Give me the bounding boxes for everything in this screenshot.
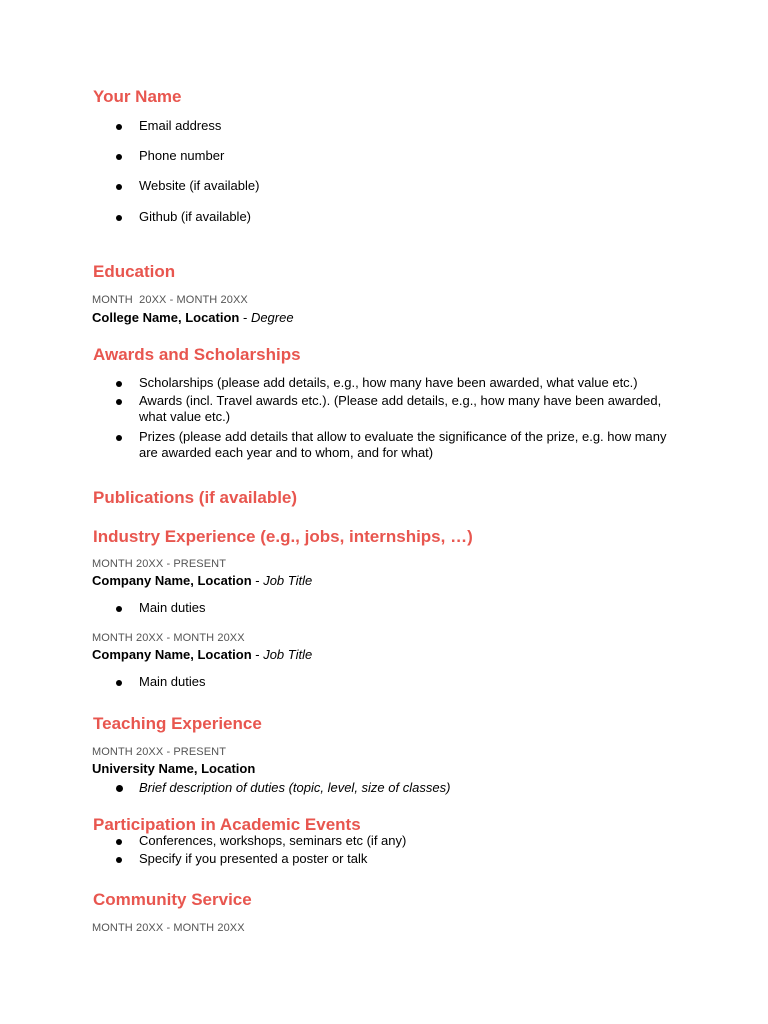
company-name: Company Name, Location	[92, 647, 252, 662]
job-duty: Main duties	[139, 600, 206, 615]
academic-heading: Participation in Academic Events	[93, 815, 361, 834]
bullet-icon	[116, 680, 122, 686]
company-name: Company Name, Location	[92, 573, 252, 588]
separator: -	[251, 647, 264, 662]
teaching-date: MONTH 20XX - PRESENT	[92, 746, 227, 758]
job-date: MONTH 20XX - MONTH 20XX	[92, 632, 245, 644]
college-name: College Name, Location	[92, 310, 240, 325]
award-item: Awards (incl. Travel awards etc.). (Please add details, e.g., how many have been awarded, what value etc.)	[139, 393, 662, 424]
contact-github: Github (if available)	[139, 209, 251, 224]
contact-phone: Phone number	[139, 148, 225, 163]
job-title: Job Title	[263, 647, 313, 662]
bullet-icon	[116, 154, 122, 160]
industry-heading: Industry Experience (e.g., jobs, internships, …)	[93, 527, 473, 546]
bullet-icon	[116, 839, 122, 845]
bullet-icon	[116, 381, 122, 387]
job-entry	[92, 647, 312, 663]
bullet-icon	[116, 215, 122, 221]
contact-email: Email address	[139, 118, 222, 133]
name-heading: Your Name	[93, 87, 182, 106]
bullet-icon	[116, 184, 122, 190]
university-name: University Name, Location	[92, 761, 256, 776]
teaching-duty: Brief description of duties (topic, level, size of classes)	[139, 780, 451, 795]
award-item: Prizes (please add details that allow to evaluate the significance of the prize, e.g. how many are awarded each year and to whom, and for what)	[139, 429, 667, 460]
education-heading: Education	[93, 262, 176, 281]
community-date: MONTH 20XX - MONTH 20XX	[92, 922, 245, 934]
publications-heading: Publications (if available)	[93, 488, 298, 507]
community-heading: Community Service	[93, 890, 252, 909]
academic-item: Specify if you presented a poster or talk	[139, 851, 368, 866]
awards-heading: Awards and Scholarships	[93, 345, 301, 364]
academic-item: Conferences, workshops, seminars etc (if any)	[139, 833, 407, 848]
teaching-heading: Teaching Experience	[93, 714, 262, 733]
contact-website: Website (if available)	[139, 178, 260, 193]
bullet-icon	[116, 785, 123, 792]
education-date: MONTH 20XX - MONTH 20XX	[92, 294, 248, 306]
bullet-icon	[116, 124, 122, 130]
job-entry	[92, 573, 312, 589]
award-item: Scholarships (please add details, e.g., how many have been awarded, what value etc.)	[139, 375, 638, 390]
bullet-icon	[116, 399, 122, 405]
job-duty: Main duties	[139, 674, 206, 689]
job-title: Job Title	[263, 573, 313, 588]
job-date: MONTH 20XX - PRESENT	[92, 558, 227, 570]
bullet-icon	[116, 606, 122, 612]
separator: -	[251, 573, 264, 588]
separator: -	[239, 310, 251, 325]
degree: Degree	[250, 310, 294, 325]
education-entry	[92, 310, 294, 326]
teaching-entry	[92, 761, 255, 777]
bullet-icon	[116, 857, 122, 863]
bullet-icon	[116, 435, 122, 441]
